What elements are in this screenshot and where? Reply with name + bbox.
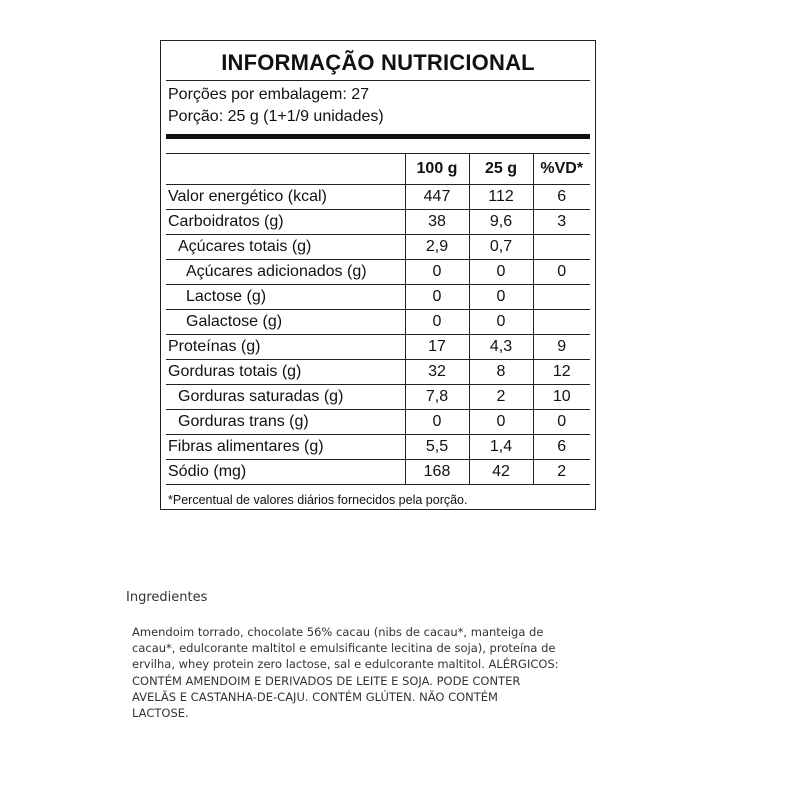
nutrient-name: Galactose (g) (166, 310, 405, 335)
table-row (166, 360, 590, 385)
header-per-serving: 25 g (469, 154, 533, 185)
nutrient-name: Açúcares totais (g) (166, 235, 405, 260)
table-row (166, 210, 590, 235)
value-daily-percent: 3 (533, 210, 590, 235)
serving-info (166, 81, 590, 134)
nutrient-name: Gorduras saturadas (g) (166, 385, 405, 410)
value-per-100g: 168 (405, 460, 469, 485)
value-per-100g: 447 (405, 185, 469, 210)
value-daily-percent (533, 310, 590, 335)
value-per-serving: 1,4 (469, 435, 533, 460)
value-daily-percent: 9 (533, 335, 590, 360)
header-per-100g: 100 g (405, 154, 469, 185)
value-per-serving: 4,3 (469, 335, 533, 360)
value-per-serving: 2 (469, 385, 533, 410)
label-title: INFORMAÇÃO NUTRICIONAL (221, 50, 535, 75)
nutrient-name: Proteínas (g) (166, 335, 405, 360)
value-per-100g: 32 (405, 360, 469, 385)
table-header-row (166, 154, 590, 185)
nutrient-name: Lactose (g) (166, 285, 405, 310)
ingredients-line: cacau*, edulcorante maltitol e emulsificante lecitina de soja), proteína de (132, 641, 556, 656)
ingredients-line: LACTOSE. (132, 706, 189, 721)
value-per-serving: 0 (469, 410, 533, 435)
ingredients-heading: Ingredientes (126, 590, 208, 605)
ingredients-line: Amendoim torrado, chocolate 56% cacau (nibs de cacau*, manteiga de (132, 625, 544, 639)
table-row (166, 385, 590, 410)
value-per-100g: 7,8 (405, 385, 469, 410)
value-per-serving: 112 (469, 185, 533, 210)
value-per-100g: 0 (405, 285, 469, 310)
value-daily-percent (533, 285, 590, 310)
header-nutrient (166, 154, 405, 185)
value-per-100g: 38 (405, 210, 469, 235)
value-per-serving: 0,7 (469, 235, 533, 260)
nutrition-facts-label (160, 40, 596, 510)
table-row (166, 410, 590, 435)
table-row (166, 310, 590, 335)
table-row (166, 185, 590, 210)
value-daily-percent: 10 (533, 385, 590, 410)
value-daily-percent: 6 (533, 435, 590, 460)
table-row (166, 335, 590, 360)
nutrient-name: Valor energético (kcal) (166, 185, 405, 210)
table-row (166, 260, 590, 285)
value-per-100g: 0 (405, 260, 469, 285)
value-daily-percent: 0 (533, 410, 590, 435)
value-per-serving: 0 (469, 310, 533, 335)
table-row (166, 435, 590, 460)
value-daily-percent (533, 235, 590, 260)
table-row (166, 235, 590, 260)
value-per-100g: 17 (405, 335, 469, 360)
value-per-100g: 2,9 (405, 235, 469, 260)
nutrient-name: Fibras alimentares (g) (166, 435, 405, 460)
value-per-serving: 8 (469, 360, 533, 385)
nutrient-name: Sódio (mg) (166, 460, 405, 485)
nutrient-name: Açúcares adicionados (g) (166, 260, 405, 285)
nutrient-name: Gorduras totais (g) (166, 360, 405, 385)
value-per-serving: 9,6 (469, 210, 533, 235)
ingredients-line: AVELÃS E CASTANHA-DE-CAJU. CONTÉM GLÚTEN. NÃO CONTÉM (132, 689, 498, 704)
serving-size: Porção: 25 g (1+1/9 unidades) (168, 108, 384, 125)
value-per-serving: 0 (469, 260, 533, 285)
ingredients-line: CONTÉM AMENDOIM E DERIVADOS DE LEITE E SOJA. PODE CONTER (132, 673, 521, 688)
value-per-100g: 0 (405, 410, 469, 435)
value-per-100g: 5,5 (405, 435, 469, 460)
table-spacer (166, 139, 590, 153)
value-daily-percent: 6 (533, 185, 590, 210)
header-daily-value: %VD* (533, 154, 590, 185)
value-daily-percent: 12 (533, 360, 590, 385)
nutrition-table (166, 153, 590, 485)
value-per-serving: 0 (469, 285, 533, 310)
value-daily-percent: 0 (533, 260, 590, 285)
label-footnote: *Percentual de valores diários fornecidos pela porção. (168, 493, 468, 507)
value-per-100g: 0 (405, 310, 469, 335)
ingredients-text (132, 624, 652, 721)
table-row (166, 285, 590, 310)
value-per-serving: 42 (469, 460, 533, 485)
servings-per-package: Porções por embalagem: 27 (168, 86, 369, 103)
nutrition-table-body (166, 185, 590, 485)
nutrient-name: Carboidratos (g) (166, 210, 405, 235)
ingredients-line: ervilha, whey protein zero lactose, sal e edulcorante maltitol. ALÉRGICOS: (132, 657, 559, 672)
nutrient-name: Gorduras trans (g) (166, 410, 405, 435)
value-daily-percent: 2 (533, 460, 590, 485)
table-row (166, 460, 590, 485)
